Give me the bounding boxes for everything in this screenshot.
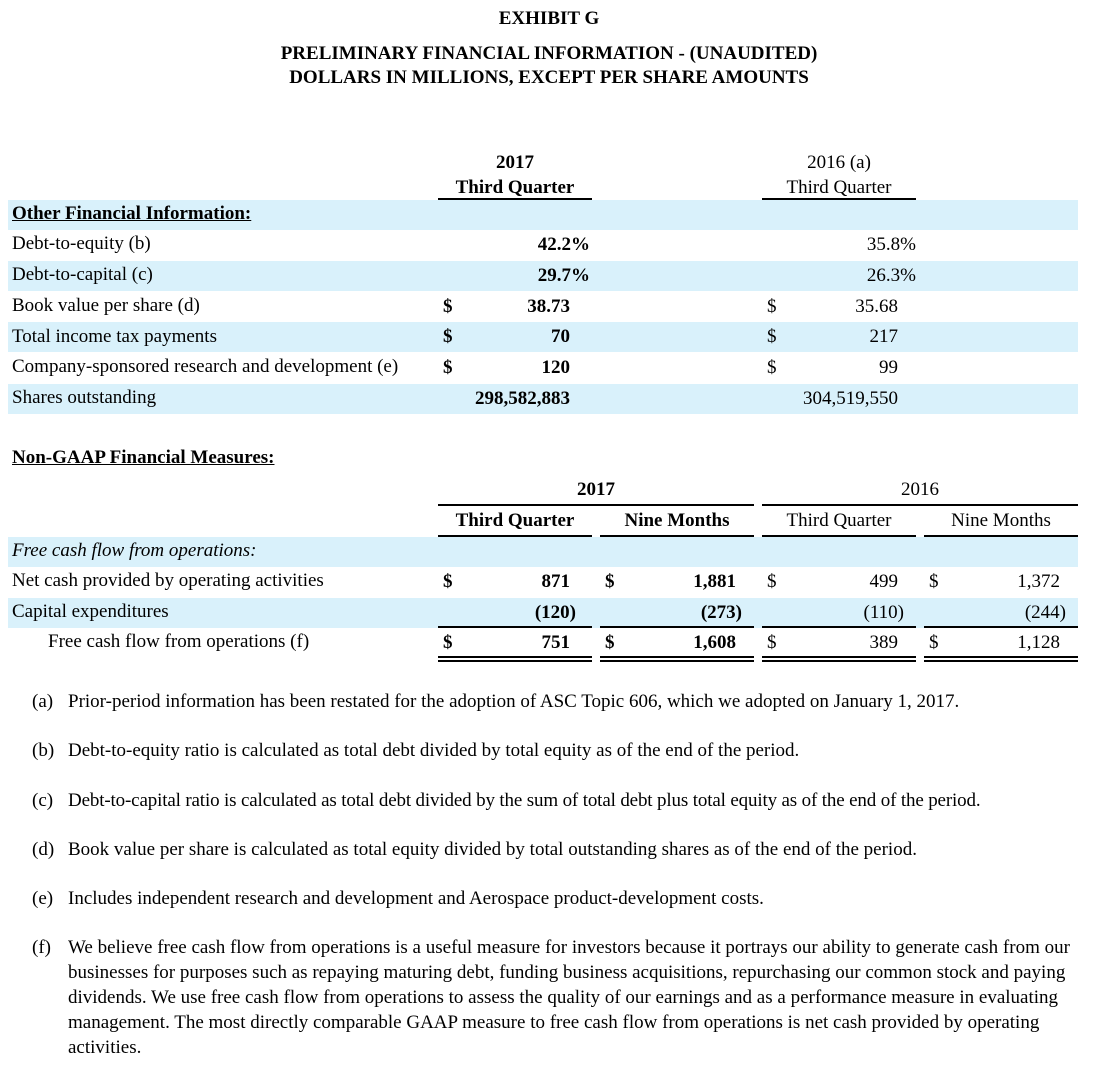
currency-symbol: $ — [767, 296, 777, 317]
footnote-letter: (f) — [32, 937, 51, 958]
document-subtitle: DOLLARS IN MILLIONS, EXCEPT PER SHARE AMOUNTS — [289, 67, 809, 88]
exhibit-label: EXHIBIT G — [498, 8, 600, 29]
document-title: PRELIMINARY FINANCIAL INFORMATION - (UNAUDITED) — [280, 43, 818, 64]
currency-symbol: $ — [929, 632, 939, 653]
value-2017: 29.7% — [537, 265, 590, 286]
value-2016: 217 — [869, 326, 898, 347]
footnote-text: Includes independent research and development and Aerospace product-development costs. — [68, 888, 764, 909]
value-n-2017: (273) — [700, 602, 742, 623]
total-double-rule — [924, 660, 1078, 662]
footnote-text: Book value per share is calculated as total equity divided by total outstanding shares as of the end of the period. — [68, 839, 917, 860]
total-double-rule — [924, 656, 1078, 658]
value-n-2016: 1,372 — [1017, 571, 1060, 592]
value-2016: 26.3% — [866, 265, 916, 286]
footnote-text: Prior-period information has been restated for the adoption of ASC Topic 606, which we adopted on January 1, 2017. — [68, 691, 960, 712]
col-header-n-2016: Nine Months — [951, 510, 1051, 531]
row-label: Total income tax payments — [12, 326, 217, 347]
col-header-2017-period: Third Quarter — [455, 177, 575, 198]
currency-symbol: $ — [443, 296, 453, 317]
year-underline — [762, 504, 1078, 506]
value-n-2017: 1,881 — [693, 571, 736, 592]
currency-symbol: $ — [443, 326, 453, 347]
total-double-rule — [762, 656, 916, 658]
value-2017: 38.73 — [527, 296, 570, 317]
row-label: Debt-to-equity (b) — [12, 233, 151, 254]
year-header-2016: 2016 — [901, 479, 939, 500]
value-n-2016: 1,128 — [1017, 632, 1060, 653]
subsection-title: Free cash flow from operations: — [12, 540, 257, 561]
col-header-2017-year: 2017 — [496, 152, 534, 173]
value-2016: 35.8% — [866, 234, 916, 255]
value-n-2016: (244) — [1024, 602, 1066, 623]
currency-symbol: $ — [605, 571, 615, 592]
row-label: Free cash flow from operations (f) — [48, 631, 310, 652]
footnote-letter: (a) — [32, 691, 54, 712]
section-title-non-gaap: Non-GAAP Financial Measures: — [12, 447, 275, 468]
section-title-other-info: Other Financial Information: — [12, 203, 252, 224]
row-label: Book value per share (d) — [12, 295, 200, 316]
value-q-2016: (110) — [863, 602, 904, 623]
row-label: Company-sponsored research and development (e) — [12, 356, 399, 377]
currency-symbol: $ — [767, 326, 777, 347]
currency-symbol: $ — [767, 357, 777, 378]
col-header-2016-year: 2016 (a) — [807, 152, 871, 173]
col-header-q-2016: Third Quarter — [786, 510, 892, 531]
currency-symbol: $ — [767, 571, 777, 592]
total-double-rule — [600, 660, 754, 662]
footnote-letter: (e) — [32, 888, 54, 909]
value-2017: 120 — [541, 357, 570, 378]
row-label: Debt-to-capital (c) — [12, 264, 153, 285]
value-q-2016: 389 — [869, 632, 898, 653]
value-2017: 298,582,883 — [475, 388, 570, 409]
currency-symbol: $ — [929, 571, 939, 592]
value-q-2017: 871 — [541, 571, 570, 592]
row-label: Capital expenditures — [12, 601, 169, 622]
value-2017: 70 — [551, 326, 570, 347]
footnote-letter: (d) — [32, 839, 55, 860]
currency-symbol: $ — [767, 632, 777, 653]
col-header-n-2017: Nine Months — [624, 510, 730, 531]
total-double-rule — [600, 656, 754, 658]
value-2016: 304,519,550 — [803, 388, 898, 409]
value-q-2017: (120) — [534, 602, 576, 623]
footnote-letter: (c) — [32, 790, 54, 811]
footnote-text: We believe free cash flow from operations is a useful measure for investors because it portrays our ability to generate cash from our businesses for purposes such as repaying maturing debt, funding business acquisitions, repurchasing our common stock and paying dividends. We use free cash flow from operations to assess the quality of our earnings and as a performance measure in evaluating management. The most directly comparable GAAP measure to free cash flow from operations is net cash provided by operating activities. — [68, 937, 1070, 1058]
value-q-2017: 751 — [541, 632, 570, 653]
value-2017: 42.2% — [537, 234, 590, 255]
value-2016: 99 — [879, 357, 898, 378]
currency-symbol: $ — [605, 632, 615, 653]
footnote-text: Debt-to-equity ratio is calculated as total debt divided by total equity as of the end of the period. — [68, 740, 800, 761]
row-label: Shares outstanding — [12, 387, 157, 408]
currency-symbol: $ — [443, 571, 453, 592]
value-2016: 35.68 — [855, 296, 898, 317]
footnote-letter: (b) — [32, 740, 55, 761]
footnote-text: Debt-to-capital ratio is calculated as total debt divided by the sum of total debt plus total equity as of the end of the period. — [68, 790, 981, 811]
currency-symbol: $ — [443, 357, 453, 378]
value-n-2017: 1,608 — [693, 632, 736, 653]
col-header-q-2017: Third Quarter — [455, 510, 575, 531]
value-q-2016: 499 — [869, 571, 898, 592]
year-underline — [438, 504, 754, 506]
year-header-2017: 2017 — [577, 479, 615, 500]
total-double-rule — [438, 656, 592, 658]
col-header-2016-period: Third Quarter — [786, 177, 892, 198]
total-double-rule — [762, 660, 916, 662]
currency-symbol: $ — [443, 632, 453, 653]
row-label: Net cash provided by operating activities — [12, 570, 324, 591]
total-double-rule — [438, 660, 592, 662]
